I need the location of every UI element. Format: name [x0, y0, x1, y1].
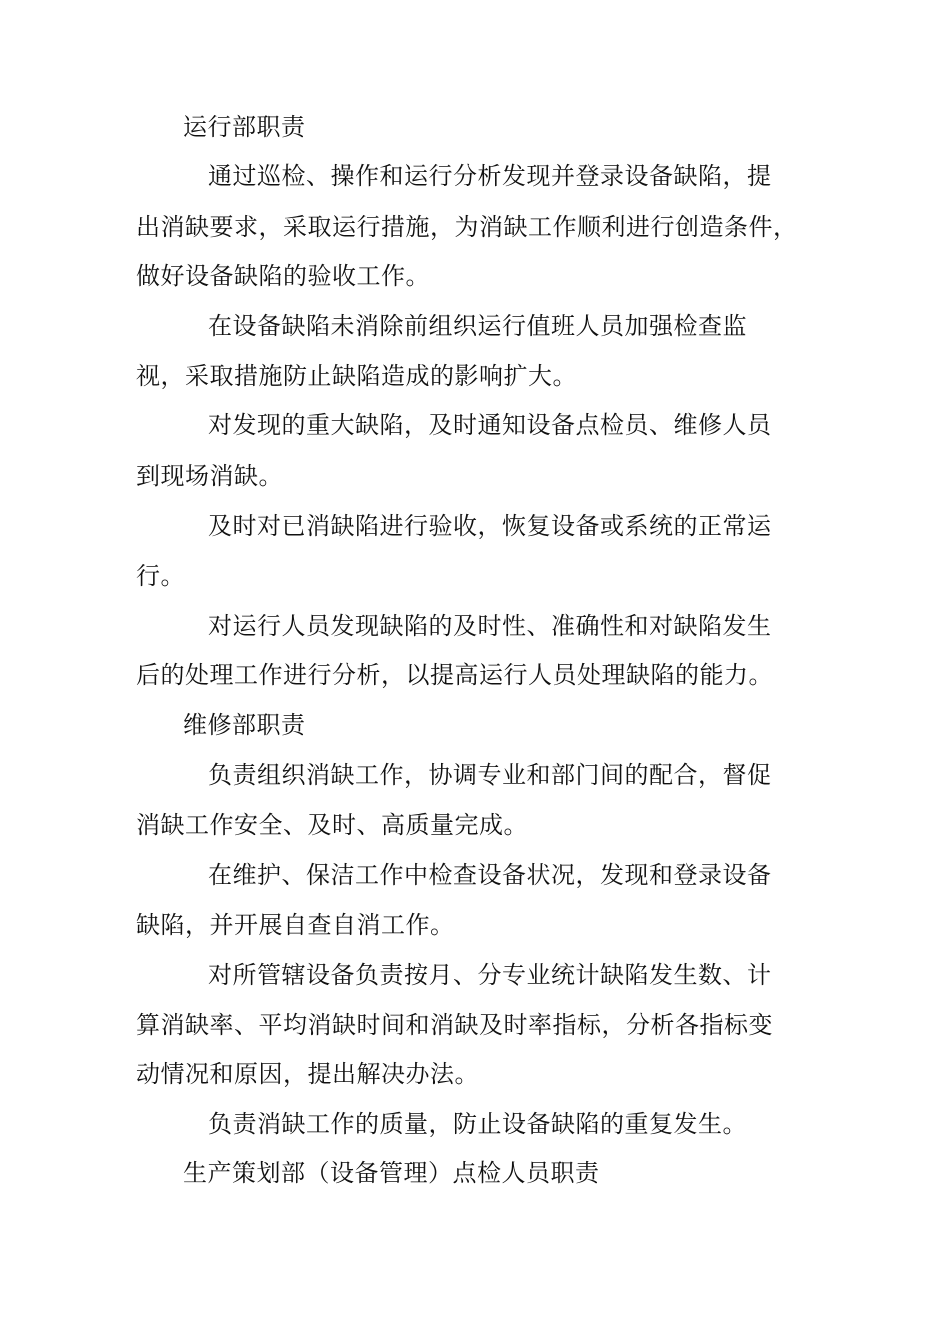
paragraph-line: 缺陷，并开展自查自消工作。 [136, 911, 455, 939]
paragraph-line: 动情况和原因，提出解决办法。 [136, 1060, 479, 1088]
paragraph-line: 后的处理工作进行分析，以提高运行人员处理缺陷的能力。 [136, 661, 773, 689]
paragraph-line: 到现场消缺。 [136, 462, 283, 490]
paragraph-line: 做好设备缺陷的验收工作。 [136, 262, 430, 290]
paragraph-line: 行。 [136, 562, 185, 590]
paragraph-line: 视，采取措施防止缺陷造成的影响扩大。 [136, 362, 577, 390]
section-heading: 运行部职责 [183, 113, 306, 141]
paragraph-line: 消缺工作安全、及时、高质量完成。 [136, 811, 528, 839]
paragraph-line: 算消缺率、平均消缺时间和消缺及时率指标，分析各指标变 [136, 1011, 773, 1039]
paragraph-line: 对发现的重大缺陷，及时通知设备点检员、维修人员 [208, 411, 772, 439]
paragraph-line: 在设备缺陷未消除前组织运行值班人员加强检查监 [208, 312, 747, 340]
section-heading: 维修部职责 [183, 711, 306, 739]
paragraph-line: 出消缺要求，采取运行措施，为消缺工作顺利进行创造条件， [136, 213, 798, 241]
paragraph-line: 对运行人员发现缺陷的及时性、准确性和对缺陷发生 [208, 612, 772, 640]
paragraph-line: 负责组织消缺工作，协调专业和部门间的配合，督促 [208, 761, 772, 789]
paragraph-line: 通过巡检、操作和运行分析发现并登录设备缺陷，提 [208, 162, 772, 190]
paragraph-line: 负责消缺工作的质量，防止设备缺陷的重复发生。 [208, 1110, 747, 1138]
paragraph-line: 在维护、保洁工作中检查设备状况，发现和登录设备 [208, 861, 772, 889]
section-heading: 生产策划部（设备管理）点检人员职责 [183, 1159, 600, 1187]
paragraph-line: 对所管辖设备负责按月、分专业统计缺陷发生数、计 [208, 961, 772, 989]
paragraph-line: 及时对已消缺陷进行验收，恢复设备或系统的正常运 [208, 512, 772, 540]
